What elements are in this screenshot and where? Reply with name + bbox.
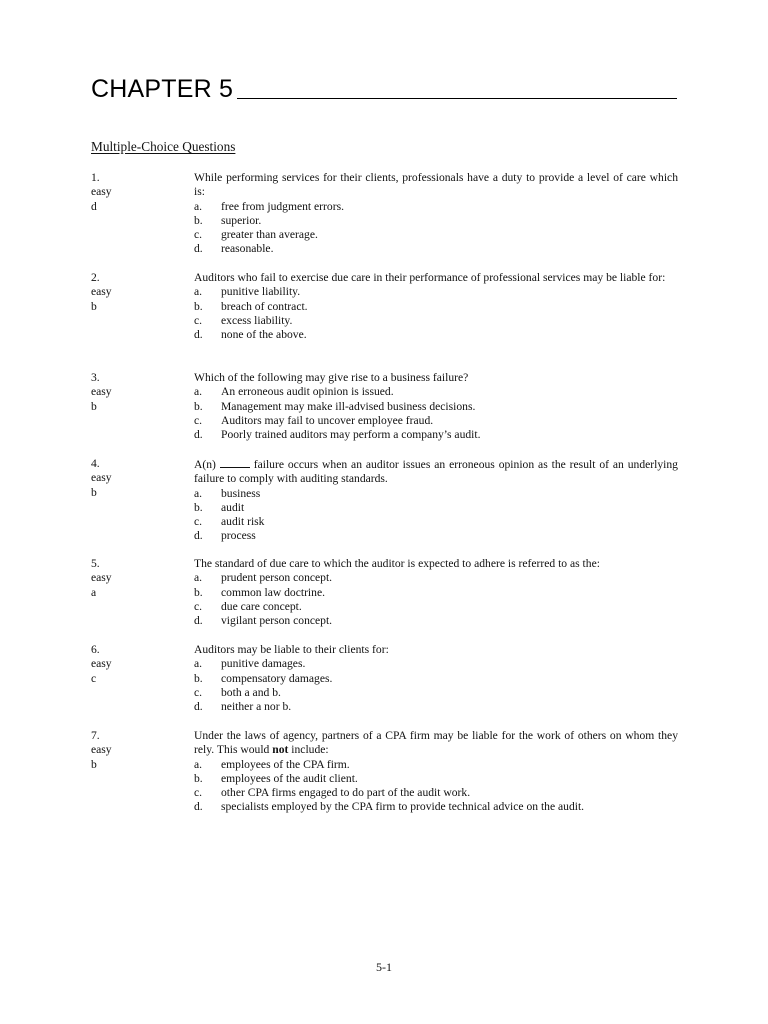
option-letter: c. — [194, 599, 203, 613]
question-6 — [91, 643, 678, 714]
question-difficulty: easy — [91, 285, 112, 299]
question-stem: Auditors may be liable to their clients for: — [194, 643, 389, 656]
option-text: none of the above. — [221, 328, 307, 342]
fill-in-blank — [220, 457, 250, 468]
option-b — [194, 214, 678, 228]
question-number: 1. — [91, 171, 100, 184]
option-text: compensatory damages. — [221, 671, 333, 685]
question-difficulty: easy — [91, 743, 112, 757]
option-text: audit risk — [221, 515, 265, 529]
option-text: punitive damages. — [221, 657, 306, 671]
option-letter: b. — [194, 585, 203, 599]
option-c — [194, 228, 678, 242]
question-meta — [91, 371, 181, 414]
option-letter: c. — [194, 228, 203, 242]
option-text: greater than average. — [221, 228, 318, 242]
option-text: Management may make ill-advised business decisions. — [221, 399, 476, 413]
option-a — [194, 487, 678, 501]
question-meta — [91, 271, 181, 314]
option-b — [194, 300, 678, 314]
stem-text: A(n) — [194, 458, 216, 471]
question-answer: d — [91, 199, 97, 213]
question-number: 2. — [91, 271, 100, 284]
option-text: prudent person concept. — [221, 571, 333, 585]
question-meta — [91, 643, 181, 686]
option-d — [194, 328, 678, 342]
option-text: free from judgment errors. — [221, 199, 344, 213]
question-difficulty: easy — [91, 657, 112, 671]
option-letter: b. — [194, 399, 203, 413]
option-c — [194, 600, 678, 614]
question-answer: b — [91, 399, 97, 413]
question-answer: a — [91, 585, 97, 599]
option-text: due care concept. — [221, 599, 302, 613]
option-c — [194, 414, 678, 428]
option-letter: d. — [194, 242, 203, 256]
option-a — [194, 385, 678, 399]
question-number: 4. — [91, 457, 100, 470]
option-text: reasonable. — [221, 242, 274, 256]
question-stem — [194, 729, 678, 758]
question-answer: c — [91, 671, 97, 685]
option-text: audit — [221, 500, 245, 514]
option-text: process — [221, 529, 256, 543]
stem-emphasis: not — [272, 743, 289, 757]
option-a — [194, 200, 678, 214]
option-letter: d. — [194, 428, 203, 442]
option-d — [194, 428, 678, 442]
stem-text: Under the laws of agency, partners of a CPA firm may be liable for the work of others on whom they rely. This would — [194, 729, 678, 757]
option-text: breach of contract. — [221, 299, 308, 313]
option-d — [194, 800, 678, 814]
stem-text: include: — [291, 743, 329, 757]
option-d — [194, 700, 678, 714]
option-b — [194, 772, 678, 786]
option-c — [194, 686, 678, 700]
option-text: business — [221, 486, 261, 500]
option-letter: b. — [194, 500, 203, 514]
question-meta — [91, 457, 181, 500]
option-letter: c. — [194, 413, 203, 427]
question-difficulty: easy — [91, 385, 112, 399]
option-letter: c. — [194, 685, 203, 699]
option-b — [194, 501, 678, 515]
option-a — [194, 571, 678, 585]
option-text: superior. — [221, 213, 262, 227]
option-a — [194, 285, 678, 299]
stem-text: failure occurs when an auditor issues an erroneous opinion as the result of an underlying failure to comply with auditing standards. — [194, 458, 678, 486]
question-2 — [91, 271, 678, 342]
option-letter: d. — [194, 700, 203, 714]
page-number: 5-1 — [376, 960, 392, 974]
option-letter: a. — [194, 486, 203, 500]
question-difficulty: easy — [91, 571, 112, 585]
question-meta — [91, 171, 181, 214]
option-text: both a and b. — [221, 685, 281, 699]
option-c — [194, 515, 678, 529]
question-stem: Which of the following may give rise to a business failure? — [194, 371, 469, 384]
option-letter: a. — [194, 385, 203, 399]
option-letter: a. — [194, 657, 203, 671]
question-number: 7. — [91, 729, 100, 742]
option-letter: b. — [194, 299, 203, 313]
option-letter: a. — [194, 757, 203, 771]
option-letter: d. — [194, 328, 203, 342]
heading-rule — [237, 98, 677, 99]
question-answer: b — [91, 299, 97, 313]
question-number: 6. — [91, 643, 100, 656]
option-letter: b. — [194, 771, 203, 785]
option-c — [194, 786, 678, 800]
option-letter: b. — [194, 213, 203, 227]
option-text: Poorly trained auditors may perform a company’s audit. — [221, 428, 481, 442]
option-text: other CPA firms engaged to do part of the audit work. — [221, 786, 471, 800]
option-text: employees of the CPA firm. — [221, 757, 350, 771]
option-text: specialists employed by the CPA firm to provide technical advice on the audit. — [221, 800, 585, 814]
option-c — [194, 314, 678, 328]
question-7 — [91, 729, 678, 815]
option-letter: d. — [194, 614, 203, 628]
question-1 — [91, 171, 678, 257]
option-text: An erroneous audit opinion is issued. — [221, 385, 394, 399]
option-letter: a. — [194, 199, 203, 213]
question-answer: b — [91, 757, 97, 771]
option-text: excess liability. — [221, 313, 293, 327]
option-letter: d. — [194, 800, 203, 814]
option-letter: c. — [194, 515, 203, 529]
option-letter: a. — [194, 571, 203, 585]
option-letter: b. — [194, 671, 203, 685]
question-difficulty: easy — [91, 471, 112, 485]
question-stem: Auditors who fail to exercise due care in their performance of professional services may be liable for: — [194, 271, 666, 284]
question-stem — [194, 457, 678, 487]
option-text: neither a nor b. — [221, 700, 292, 714]
question-meta — [91, 729, 181, 772]
option-text: Auditors may fail to uncover employee fraud. — [221, 413, 434, 427]
option-letter: c. — [194, 786, 203, 800]
option-d — [194, 242, 678, 256]
question-meta — [91, 557, 181, 600]
question-answer: b — [91, 485, 97, 499]
option-letter: a. — [194, 285, 203, 299]
question-stem: While performing services for their clients, professionals have a duty to provide a level of care which is: — [194, 171, 678, 199]
option-text: punitive liability. — [221, 285, 301, 299]
chapter-heading: CHAPTER 5 — [91, 75, 234, 103]
option-text: employees of the audit client. — [221, 771, 358, 785]
option-letter: c. — [194, 313, 203, 327]
question-difficulty: easy — [91, 185, 112, 199]
question-number: 5. — [91, 557, 100, 570]
question-3 — [91, 371, 678, 442]
option-d — [194, 614, 678, 628]
question-5 — [91, 557, 678, 628]
question-stem: The standard of due care to which the auditor is expected to adhere is referred to as the: — [194, 557, 600, 570]
option-text: vigilant person concept. — [221, 614, 333, 628]
option-a — [194, 657, 678, 671]
option-d — [194, 529, 678, 543]
question-4 — [91, 457, 678, 544]
question-number: 3. — [91, 371, 100, 384]
option-text: common law doctrine. — [221, 585, 325, 599]
option-b — [194, 672, 678, 686]
section-title: Multiple-Choice Questions — [91, 139, 236, 154]
option-b — [194, 586, 678, 600]
option-b — [194, 400, 678, 414]
option-letter: d. — [194, 529, 203, 543]
option-a — [194, 758, 678, 772]
